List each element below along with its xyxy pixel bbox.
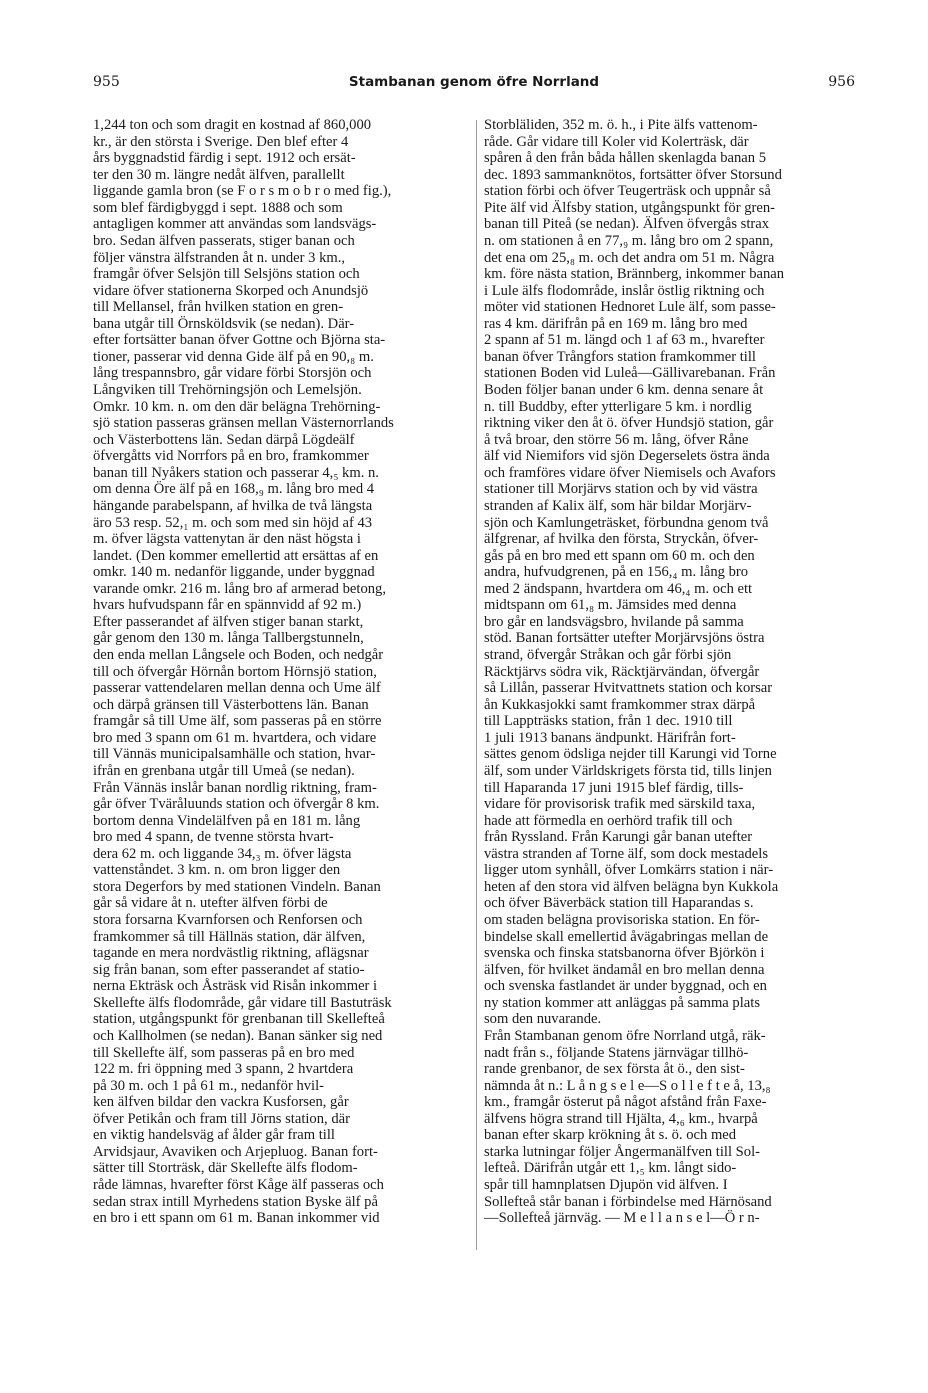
text-line: vidare öfver stationerna Skorped och Anundsjö	[93, 282, 369, 299]
text-line: i Lule älfs flodområde, inslår östlig riktning och	[484, 282, 765, 299]
text-line: råde lämnas, hvarefter först Kåge älf passeras och	[93, 1177, 384, 1193]
text-line: varande omkr. 216 m. lång bro af armerad betong,	[93, 580, 386, 597]
text-line: svenska och finska statsbanorna öfver Björkön i	[484, 945, 765, 962]
text-line: hängande parabelspann, af hvilka de två längsta	[93, 497, 373, 514]
text-line: följer vänstra älfstranden åt n. under 3 km.,	[93, 249, 346, 266]
text-line: dec. 1893 sammanknötos, fortsätter öfver Storsund	[484, 166, 782, 183]
text-line: så Lillån, passerar Hvitvattnets station och korsar	[484, 680, 773, 697]
text-line: station, utgångspunkt för grenbanan till Skellefteå	[93, 1011, 385, 1028]
text-line: tagande en mera nordvästlig riktning, aflägsnar	[93, 945, 369, 962]
text-line: går så vidare åt n. utefter älfven förbi de	[93, 895, 328, 912]
text-line: lång trespannsbro, går vidare förbi Storsjön och	[93, 365, 372, 382]
text-line: nadt från s., följande Statens järnvägar tillhö-	[484, 1044, 749, 1061]
text-line: ifrån en grenbana utgår till Umeå (se nedan).	[93, 762, 355, 779]
text-line: möter vid stationen Hednoret Lule älf, som passe-	[484, 299, 776, 316]
text-line: Efter passerandet af älfven stiger banan starkt,	[93, 613, 364, 630]
text-line: till Lappträsks station, från 1 dec. 1910 till	[484, 713, 733, 730]
text-line: älf, som under Världskrigets första tid, tills linjen	[484, 762, 772, 779]
text-line: till Vännäs municipalsamhälle och station, hvar-	[93, 746, 376, 763]
text-line: sätter till Storträsk, där Skellefte älfs flodom-	[93, 1160, 358, 1177]
text-line: dera 62 m. och liggande 34,₃ m. öfver lägsta	[93, 845, 352, 862]
text-line: äro 53 resp. 52,₁ m. och som med sin höjd af 43	[93, 514, 373, 531]
text-line: öfvergåtts vid Norrfors på en bro, framkommer	[93, 448, 369, 465]
text-line: ny station kommer att anläggas på samma plats	[484, 994, 760, 1011]
text-line: sig från banan, som efter passerandet af statio-	[93, 961, 365, 978]
text-line: som blef färdigbyggd i sept. 1888 och som	[93, 199, 343, 216]
text-line: Storbläliden, 352 m. ö. h., i Pite älfs vattenom-	[484, 117, 758, 133]
text-line: framkommer så till Hällnäs station, där älfven,	[93, 928, 366, 945]
text-line: Pite älf vid Älfsby station, utgångspunkt för gren-	[484, 199, 776, 216]
text-line: går genom den 130 m. långa Tallbergstunneln,	[93, 630, 364, 647]
text-line: passerar vattendelaren mellan denna och Ume älf	[93, 680, 381, 697]
text-line: den enda mellan Långsele och Boden, och nedgår	[93, 647, 384, 663]
text-line: nämnda åt n.: L å n g s e l e—S o l l e f t e å, 13,₈	[484, 1077, 771, 1094]
text-line: sedan strax intill Myrhedens station Byske älf på	[93, 1193, 378, 1210]
text-line: en bro i ett spann om 61 m. Banan inkommer vid	[93, 1210, 380, 1227]
text-line: liggande gamla bron (se F o r s m o b r o med fig.),	[93, 183, 392, 200]
text-line: Arvidsjaur, Avaviken och Arjepluog. Banan fort-	[93, 1143, 378, 1160]
text-line: Räcktjärvs södra vik, Räcktjärvändan, öfvergår	[484, 663, 760, 680]
text-line: bortom denna Vindelälfven på en 181 m. lång	[93, 812, 361, 829]
text-line: banan till Piteå (se nedan). Älfven öfvergås strax	[484, 216, 770, 233]
text-line: å två broar, den större 56 m. lång, öfver Råne	[484, 431, 749, 448]
page-header	[93, 74, 855, 98]
text-line: råde. Går vidare till Koler vid Kolerträsk, där	[484, 133, 749, 150]
text-line: Från Stambanan genom öfre Norrland utgå, räk-	[484, 1027, 766, 1044]
text-line: Från Vännäs inslår banan nordlig riktning, fram-	[93, 779, 377, 796]
text-line: banan öfver Trångfors station framkommer till	[484, 348, 756, 365]
text-line: bro. Sedan älfven passerats, stiger banan och	[93, 232, 355, 249]
text-line: ras 4 km. därifrån på en 169 m. lång bro med	[484, 315, 748, 332]
text-line: vattenståndet. 3 km. n. om bron ligger den	[93, 862, 341, 879]
text-line: 1,244 ton och som dragit en kostnad af 860,000	[93, 117, 372, 133]
text-line: spåren å den från båda hållen skenlagda banan 5	[484, 150, 767, 167]
right-column	[484, 117, 859, 1227]
text-line: gås på en bro med ett spann om 60 m. och den	[484, 547, 755, 564]
column-divider	[476, 120, 477, 1250]
text-line: stationen Boden vid Luleå—Gällivarebanan. Från	[484, 365, 776, 382]
text-line: stranden af Kalix älf, som här bildar Morjärv-	[484, 497, 752, 514]
text-line: stora forsarna Kvarnforsen och Renforsen och	[93, 912, 363, 928]
text-line: rande grenbanor, de sex första åt ö., den sist-	[484, 1061, 745, 1078]
text-line: års byggnadstid färdig i sept. 1912 och ersät-	[93, 150, 356, 167]
page-number-left: 955	[93, 74, 120, 90]
text-line: n. om stationen å en 77,₉ m. lång bro om 2 spann,	[484, 232, 774, 249]
left-column	[93, 117, 468, 1227]
text-line: sättes genom ödsliga nejder till Karungi vid Torne	[484, 746, 777, 763]
text-line: n. till Buddby, efter ytterligare 5 km. i nordlig	[484, 398, 752, 415]
text-line: och öfver Bäverbäck station till Haparandas s.	[484, 895, 754, 912]
text-line: älfven, för hvilket ändamål en bro mellan denna	[484, 961, 765, 978]
text-line: det ena om 25,₈ m. och det andra om 51 m. Några	[484, 249, 775, 266]
text-line: en viktig handelsväg af ålder går fram till	[93, 1127, 335, 1144]
text-line: station förbi och öfver Teugerträsk och uppnår så	[484, 183, 771, 200]
text-line: antagligen kommer att användas som landsvägs-	[93, 216, 377, 233]
text-line: lefteå. Därifrån utgår ett 1,₅ km. långt sido-	[484, 1160, 737, 1177]
text-line: strand, öfvergår Stråkan och går förbi sjön	[484, 647, 732, 663]
text-line: km. före nästa station, Brännberg, inkommer banan	[484, 266, 785, 283]
page-number-right: 956	[828, 74, 855, 90]
text-line: 122 m. fri öppning med 3 spann, 2 hvartdera	[93, 1061, 354, 1078]
text-line: till och öfvergår Hörnån bortom Hörnsjö station,	[93, 663, 377, 680]
text-line: öfver Petikån och fram till Jörns station, där	[93, 1110, 350, 1127]
text-line: älf vid Niemifors vid sjön Degerselets östra ända	[484, 448, 770, 465]
text-line: om staden belägna provisoriska station. En för-	[484, 912, 760, 928]
text-line: och Västerbottens län. Sedan därpå Lögdeälf	[93, 431, 355, 448]
text-line: älfvens högra strand till Hjälta, 4,₆ km., hvarpå	[484, 1110, 758, 1127]
text-line: och svenska fastlandet är under byggnad, och en	[484, 978, 767, 995]
text-line: Boden följer banan under 6 km. denna senare åt	[484, 382, 764, 398]
text-line: 2 spann af 51 m. längd och 1 af 63 m., hvarefter	[484, 332, 765, 349]
text-line: omkr. 140 m. nedanför liggande, under byggnad	[93, 564, 375, 581]
text-line: midtspann om 61,₈ m. Jämsides med denna	[484, 597, 737, 614]
text-line: kr., är den största i Sverige. Den blef efter 4	[93, 133, 349, 150]
text-line: stöd. Banan fortsätter utefter Morjärvsjöns östra	[484, 630, 765, 647]
text-line: bindelse skall emellertid åvägabringas mellan de	[484, 928, 769, 945]
text-line: 1 juli 1913 banans ändpunkt. Härifrån fort-	[484, 729, 736, 746]
text-line: bro går en landsvägsbro, hvilande på samma	[484, 613, 744, 630]
text-line: hvars hufvudspann får en spännvidd af 92 m.)	[93, 597, 362, 614]
text-line: efter fortsätter banan öfver Gottne och Björna sta-	[93, 332, 386, 349]
text-line: banan efter skarp krökning åt s. ö. och med	[484, 1127, 737, 1144]
text-line: spår till hamnplatsen Djupön vid älfven. I	[484, 1177, 728, 1193]
text-line: går öfver Tväråluunds station och öfvergår 8 km.	[93, 796, 380, 813]
text-line: sjö station passeras gränsen mellan Västernorrlands	[93, 415, 394, 432]
text-line: västra stranden af Torne älf, som dock mestadels	[484, 845, 769, 862]
text-line: från Ryssland. Från Karungi går banan utefter	[484, 829, 753, 846]
text-line: starka lutningar följer Ångermanälfven till Sol-	[484, 1143, 760, 1160]
text-line: landet. (Den kommer emellertid att ersättas af en	[93, 547, 379, 564]
text-line: och Kallholmen (se nedan). Banan sänker sig ned	[93, 1027, 383, 1044]
running-title: Stambanan genom öfre Norrland	[348, 74, 600, 90]
text-line: vidare för provisorisk trafik med särskild taxa,	[484, 796, 756, 813]
text-line: som den nuvarande.	[484, 1011, 602, 1028]
text-line: ligger utom synhåll, öfver Lomkärrs station i när-	[484, 862, 774, 879]
text-line: med 2 ändspann, hvartdera om 46,₄ m. och ett	[484, 580, 753, 597]
text-line: och framföres vidare öfver Niemisels och Avafors	[484, 464, 776, 481]
text-line: km., framgår österut på något afstånd från Faxe-	[484, 1094, 767, 1111]
text-line: bana utgår till Örnsköldsvik (se nedan). Där-	[93, 315, 355, 332]
text-line: älfgrenar, af hvilka den första, Stryckån, öfver-	[484, 531, 759, 548]
text-line: nerna Ekträsk och Åsträsk vid Risån inkommer i	[93, 978, 378, 995]
text-line: Omkr. 10 km. n. om den där belägna Trehörning-	[93, 398, 381, 415]
text-line: tioner, passerar vid denna Gide älf på en 90,₈ m.	[93, 348, 374, 365]
text-line: Sollefteå står banan i förbindelse med Härnösand	[484, 1193, 772, 1210]
text-line: om denna Öre älf på en 168,₉ m. lång bro med 4	[93, 481, 375, 498]
text-line: stora Degerfors by med stationen Vindeln. Banan	[93, 878, 381, 895]
text-line: bro med 4 spann, de tvenne största hvart-	[93, 829, 334, 846]
text-line: hade att förmedla en oerhörd trafik till och	[484, 812, 733, 829]
text-line: Långviken till Trehörningsjön och Lemelsjön.	[93, 382, 362, 398]
text-line: Skellefte älfs flodområde, går vidare till Bastuträsk	[93, 994, 392, 1011]
text-line: riktning viker den åt ö. öfver Hundsjö station, går	[484, 415, 774, 432]
text-line: till Mellansel, från hvilken station en gren-	[93, 299, 344, 316]
text-line: ken älfven bildar den vackra Kusforsen, går	[93, 1094, 349, 1111]
text-line: andra, hufvudgrenen, på en 156,₄ m. lång bro	[484, 564, 749, 581]
text-line: bro med 3 spann om 61 m. hvartdera, och vidare	[93, 729, 377, 746]
text-line: m. öfver lägsta vattenytan är den näst högsta i	[93, 531, 361, 548]
text-line: till Skellefte älf, som passeras på en bro med	[93, 1044, 355, 1061]
text-line: på 30 m. och 1 på 61 m., nedanför hvil-	[93, 1077, 325, 1094]
text-line: —Sollefteå järnväg. — M e l l a n s e l—Ö r n-	[484, 1210, 760, 1227]
text-line: stationer till Morjärvs station och by vid västra	[484, 481, 758, 498]
text-line: ter den 30 m. längre nedåt älfven, parallellt	[93, 166, 345, 183]
text-line: heten af den stora vid älfven belägna byn Kukkola	[484, 878, 779, 895]
text-line: framgår öfver Selsjön till Selsjöns station och	[93, 266, 360, 283]
text-line: och därpå gränsen till Västerbottens län. Banan	[93, 696, 369, 713]
text-line: sjön och Kamlungeträsket, förbundna genom två	[484, 514, 769, 531]
text-line: till Haparanda 17 juni 1915 blef färdig, tills-	[484, 779, 744, 796]
text-line: ån Kukkasjokki samt framkommer strax därpå	[484, 696, 756, 713]
text-line: banan till Nyåkers station och passerar 4,₅ km. n.	[93, 464, 379, 481]
text-line: framgår så till Ume älf, som passeras på en större	[93, 713, 382, 730]
